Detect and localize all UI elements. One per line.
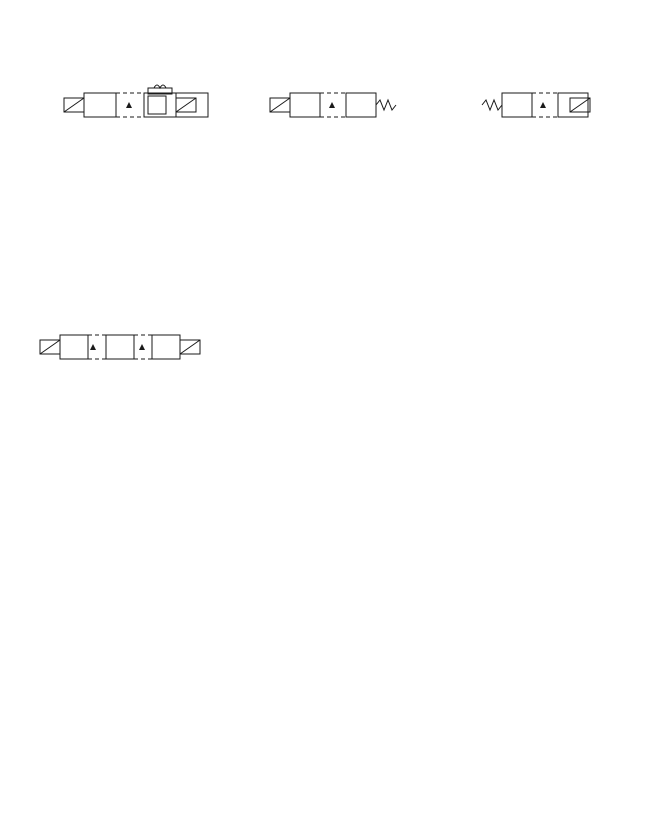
valve-symbol-double-3pos — [28, 318, 218, 370]
valve-symbol-single-a — [256, 80, 406, 130]
valve-symbol-double-2pos — [50, 80, 240, 130]
valve-symbol-single-b — [478, 80, 628, 130]
